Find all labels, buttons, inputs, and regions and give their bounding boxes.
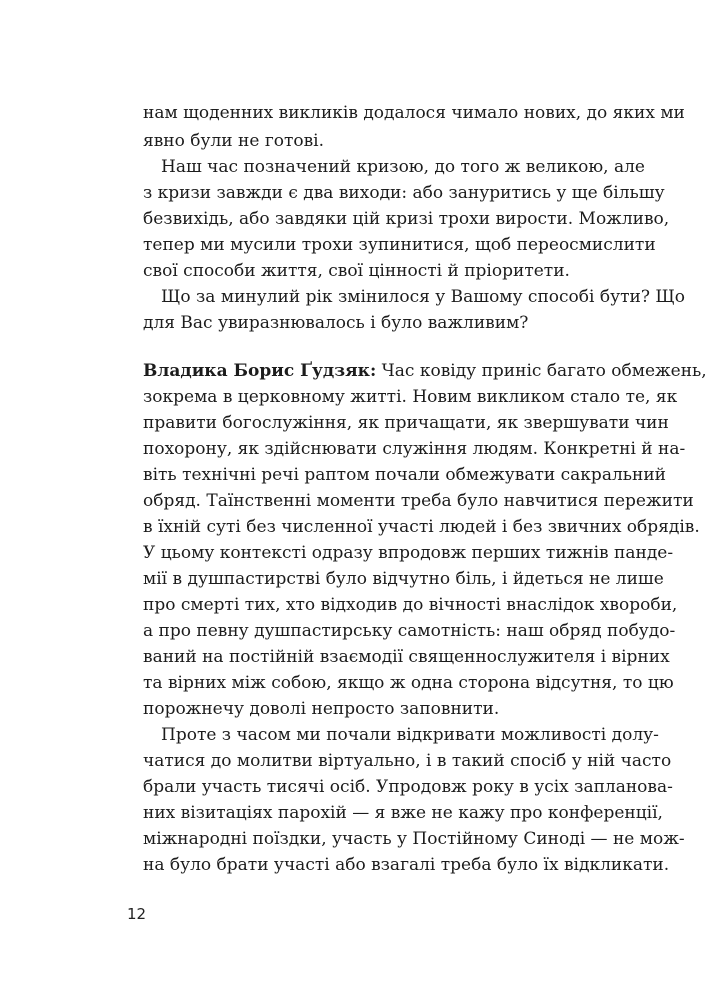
paragraph-line: свої способи життя, свої цінності й пріоритети. bbox=[143, 261, 570, 281]
paragraph-line: мії в душпастирстві було відчутно біль, і йдеться не лише bbox=[143, 569, 664, 589]
answer-first-line bbox=[143, 357, 707, 385]
paragraph-line: похорону, як здійснювати служіння людям. Конкретні й на- bbox=[143, 439, 686, 459]
paragraph-line: обряд. Таїнственні моменти треба було навчитися пережити bbox=[143, 491, 694, 511]
paragraph-line: нам щоденних викликів додалося чимало нових, до яких ми bbox=[143, 103, 685, 123]
paragraph-line: явно були не готові. bbox=[143, 131, 325, 151]
paragraph-line: а про певну душпастирську самотність: наш обряд побудо- bbox=[143, 621, 676, 641]
paragraph-line: міжнародні поїздки, участь у Постійному Синоді — не мож- bbox=[143, 829, 685, 849]
paragraph-line: них візитаціях парохій — я вже не кажу про конференції, bbox=[143, 803, 663, 823]
paragraph-line: У цьому контексті одразу впродовж перших тижнів панде- bbox=[143, 543, 674, 563]
speaker-name: Владика Борис Ґудзяк: bbox=[143, 361, 377, 381]
paragraph-line: безвихідь, або завдяки цій кризі трохи вирости. Можливо, bbox=[143, 209, 670, 229]
paragraph-line: з кризи завжди є два виходи: або зануритись у ще більшу bbox=[143, 183, 665, 203]
paragraph-line: Що за минулий рік змінилося у Вашому способі бути? Що bbox=[161, 287, 685, 307]
paragraph-line: чатися до молитви віртуально, і в такий спосіб у ній часто bbox=[143, 751, 672, 771]
paragraph-line: зокрема в церковному житті. Новим викликом стало те, як bbox=[143, 387, 678, 407]
page-number: 12 bbox=[127, 905, 147, 923]
paragraph-line: порожнечу доволі непросто заповнити. bbox=[143, 699, 500, 719]
paragraph-line: про смерті тих, хто відходив до вічності внаслідок хвороби, bbox=[143, 595, 678, 615]
paragraph-line: тепер ми мусили трохи зупинитися, щоб переосмислити bbox=[143, 235, 656, 255]
paragraph-line: віть технічні речі раптом почали обмежувати сакральний bbox=[143, 465, 666, 485]
paragraph-line: для Вас увиразнювалось і було важливим? bbox=[143, 313, 529, 333]
paragraph-line: правити богослужіння, як причащати, як звершувати чин bbox=[143, 413, 669, 433]
answer-text: Час ковіду приніс багато обмежень, bbox=[381, 361, 707, 381]
paragraph-line: та вірних між собою, якщо ж одна сторона відсутня, то цю bbox=[143, 673, 674, 693]
paragraph-line: ваний на постійній взаємодії священнослужителя і вірних bbox=[143, 647, 670, 667]
paragraph-line: на було брати участі або взагалі треба було їх відкликати. bbox=[143, 855, 670, 875]
paragraph-line: Наш час позначений кризою, до того ж великою, але bbox=[161, 157, 645, 177]
paragraph-line: брали участь тисячі осіб. Упродовж року в усіх запланова- bbox=[143, 777, 673, 797]
paragraph-line: в їхній суті без численної участі людей і без звичних обрядів. bbox=[143, 517, 700, 537]
paragraph-line: Проте з часом ми почали відкривати можливості долу- bbox=[161, 725, 659, 745]
